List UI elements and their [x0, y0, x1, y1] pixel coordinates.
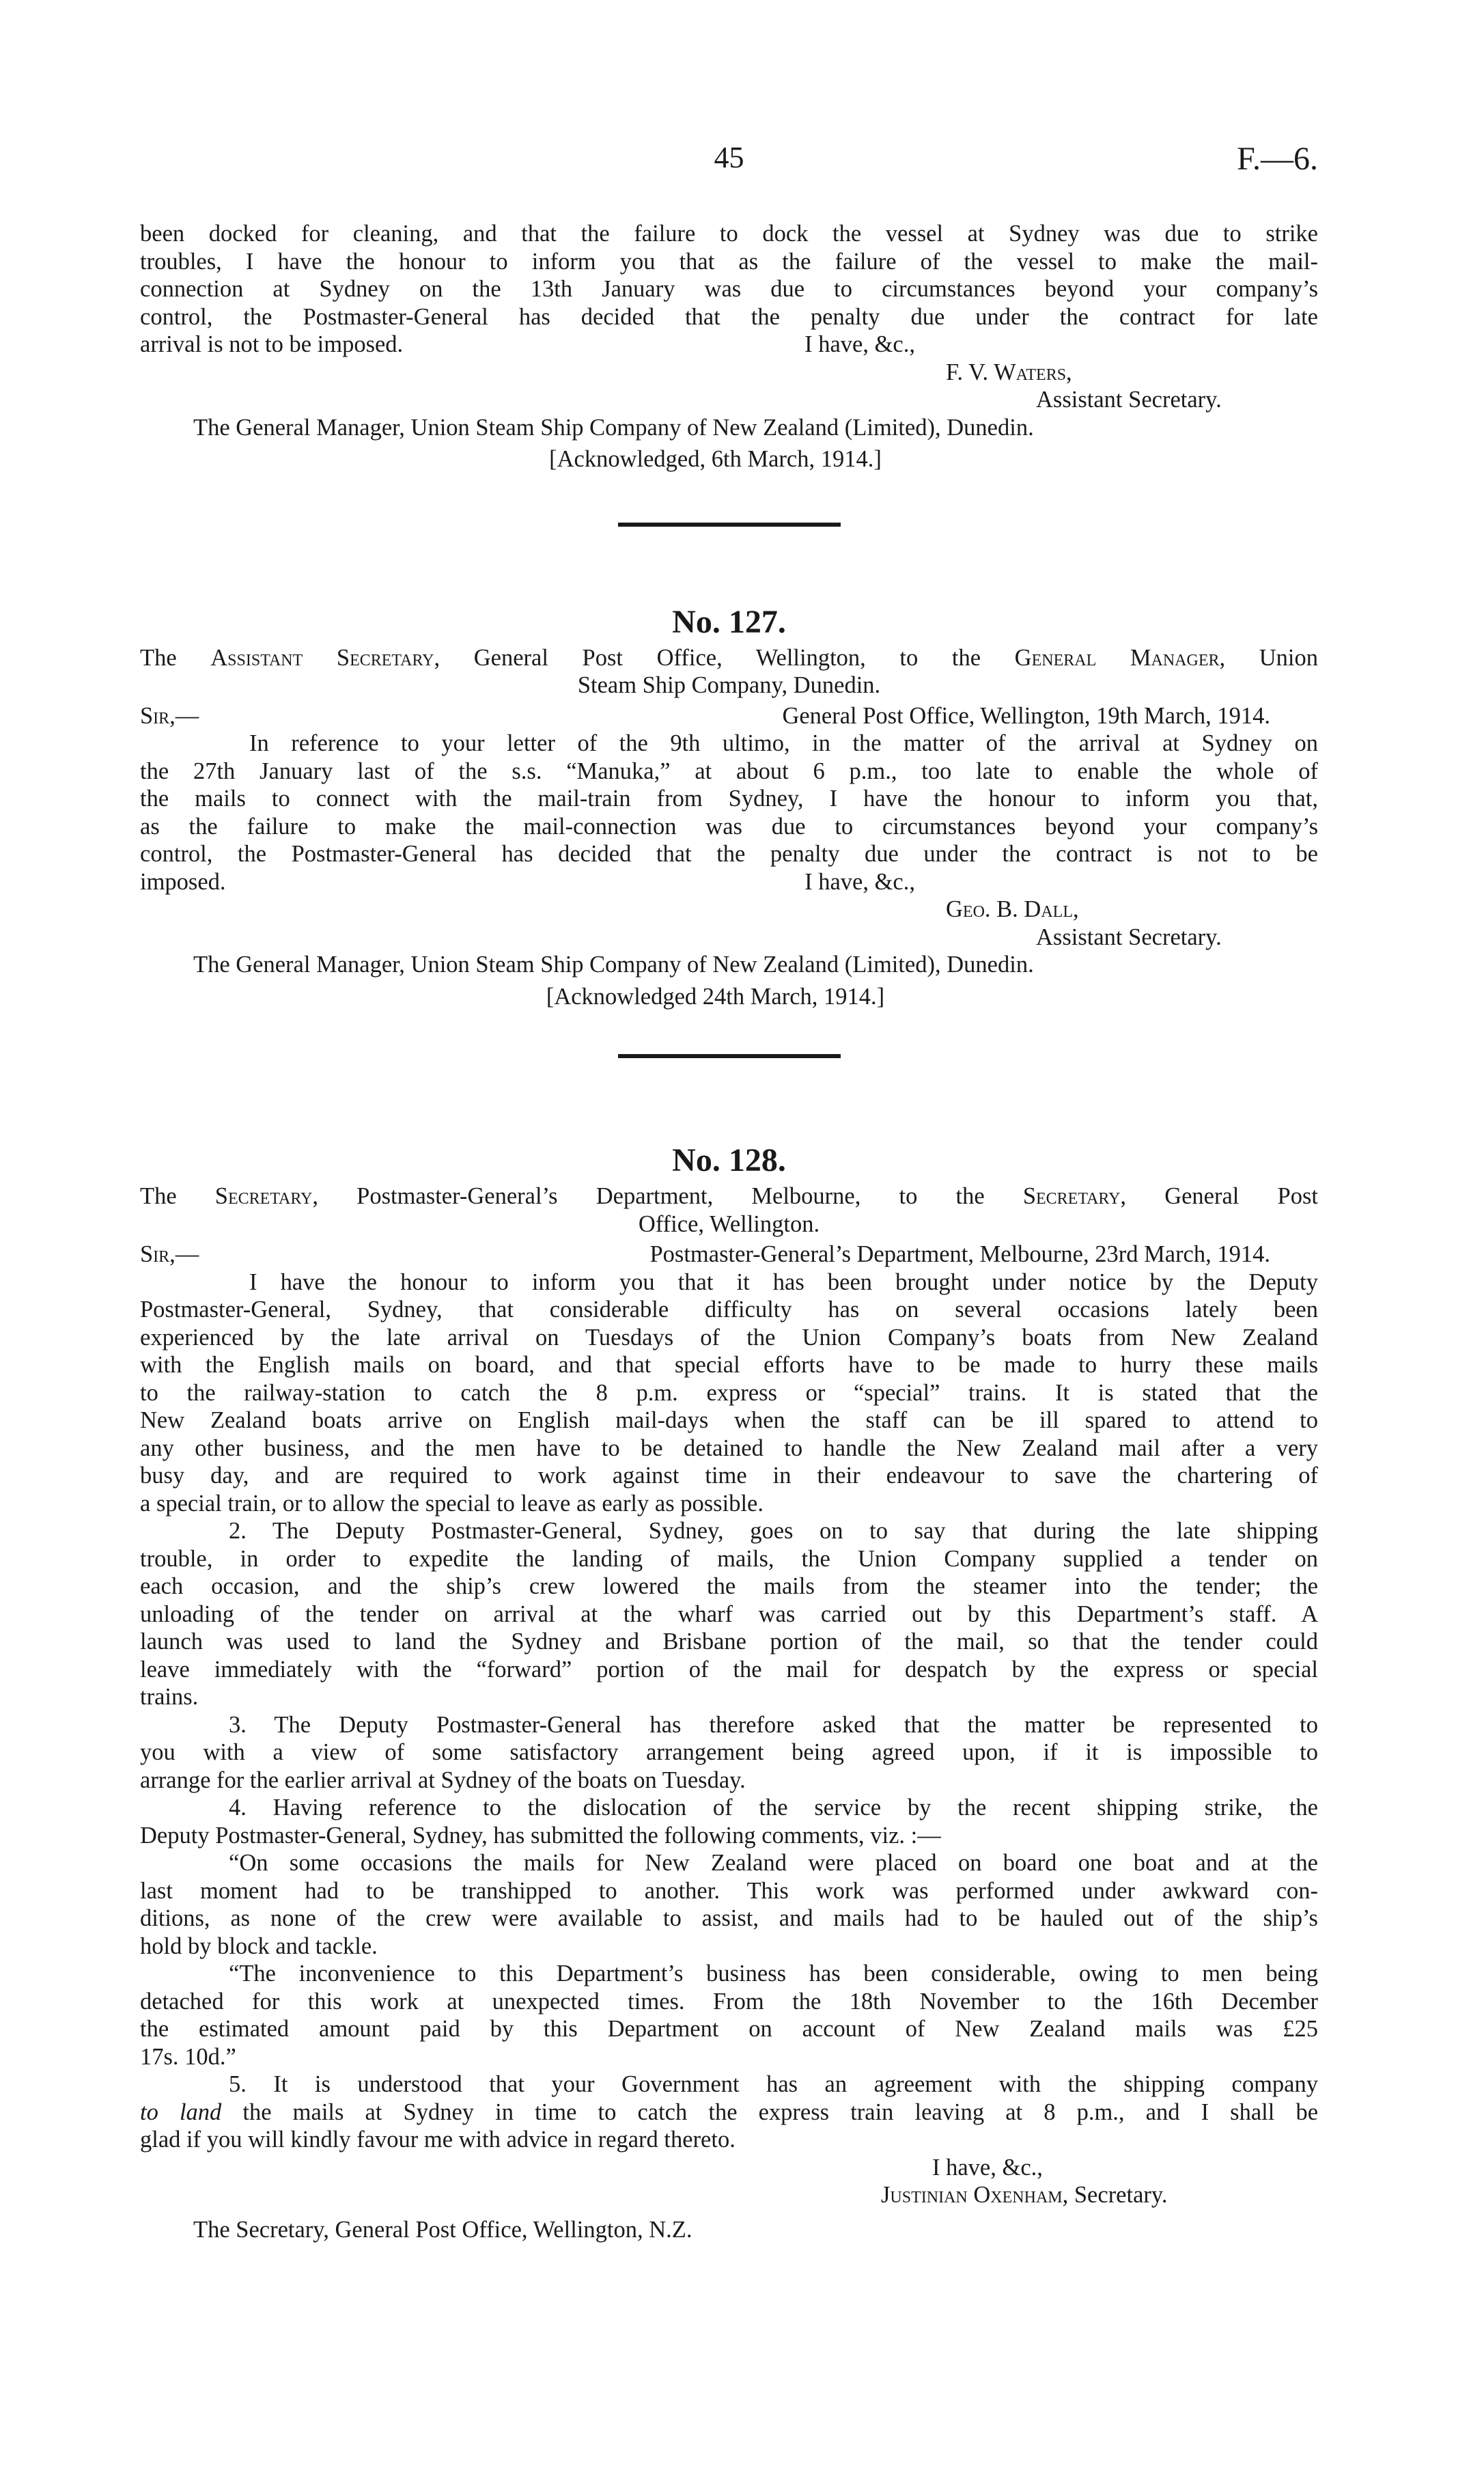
body-line: In reference to your letter of the 9th ultimo, in the matter of the arrival at Sydney on — [249, 730, 1318, 756]
title-text: , General Post — [1120, 1183, 1318, 1209]
signatory-title: Assistant Secretary. — [1036, 924, 1222, 950]
dateline: General Post Office, Wellington, 19th March, 1914. — [782, 702, 1270, 729]
salutation: Sir,— — [140, 1241, 199, 1267]
body-line: control, the Postmaster-General has decided that the penalty due under the contract for late — [140, 303, 1318, 330]
paper-reference: F.—6. — [1237, 141, 1318, 177]
body-line: “The inconvenience to this Department’s business has been considerable, owing to men being — [229, 1961, 1318, 1987]
letter-title-line2: Steam Ship Company, Dunedin. — [577, 672, 881, 698]
signature-line — [140, 2181, 1318, 2209]
body-line: glad if you will kindly favour me with advice in regard thereto. — [140, 2127, 736, 2153]
title-text: , Postmaster-General’s Department, Melbourne, to the — [312, 1183, 1023, 1209]
body-line: the estimated amount paid by this Department on account of New Zealand mails was £25 — [140, 2016, 1318, 2042]
body-line: last moment had to be transhipped to another. This work was performed under awkward con- — [140, 1877, 1318, 1904]
body-line: Deputy Postmaster-General, Sydney, has submitted the following comments, viz. :— — [140, 1822, 941, 1849]
body-line: trains. — [140, 1684, 199, 1710]
body-line: the 27th January last of the s.s. “Manuka,” at about 6 p.m., too late to enable the whole of — [140, 758, 1318, 784]
body-line: as the failure to make the mail-connection was due to circumstances beyond your company’s — [140, 813, 1318, 840]
body-text: the mails at Sydney in time to catch the express train leaving at 8 p.m., and I shall be — [221, 2099, 1319, 2125]
body-line: 5. It is understood that your Government has an agreement with the shipping company — [229, 2071, 1318, 2097]
letter-title-line2: Office, Wellington. — [638, 1210, 820, 1237]
closing-line — [140, 868, 1318, 896]
title-text: Assistant Secretary — [210, 644, 434, 671]
addressee: The General Manager, Union Steam Ship Company of New Zealand (Limited), Dunedin. — [193, 952, 1034, 978]
italic-text: to land — [140, 2099, 222, 2125]
body-line: busy day, and are required to work against time in their endeavour to save the chartering of — [140, 1463, 1318, 1489]
letter-title — [140, 1182, 1318, 1210]
page-number: 45 — [714, 141, 744, 174]
closing: I have, &c., — [932, 2154, 1043, 2181]
body-line: with the English mails on board, and that special efforts have to be made to hurry these mails — [140, 1352, 1318, 1378]
title-text: General Manager — [1014, 644, 1220, 671]
section-divider — [618, 523, 841, 527]
title-text: , Union — [1219, 644, 1319, 671]
closing: I have, &c., — [804, 868, 915, 895]
body-line: detached for this work at unexpected times. From the 18th November to the 16th December — [140, 1988, 1318, 2015]
body-line: control, the Postmaster-General has decided that the penalty due under the contract is not to be — [140, 841, 1318, 867]
section-heading: No. 128. — [672, 1142, 786, 1178]
body-line: unloading of the tender on arrival at the wharf was carried out by this Department’s staff. A — [140, 1601, 1318, 1627]
dateline: Postmaster-General’s Department, Melbourne, 23rd March, 1914. — [649, 1241, 1270, 1267]
body-line: the mails to connect with the mail-train from Sydney, I have the honour to inform you that, — [140, 786, 1318, 812]
body-line: you with a view of some satisfactory arrangement being agreed upon, if it is impossible to — [140, 1739, 1318, 1765]
body-line: experienced by the late arrival on Tuesdays of the Union Company’s boats from New Zealand — [140, 1324, 1318, 1351]
body-line: 3. The Deputy Postmaster-General has therefore asked that the matter be represented to — [229, 1711, 1318, 1738]
addressee: The Secretary, General Post Office, Wellington, N.Z. — [193, 2216, 692, 2243]
letter-title — [140, 644, 1318, 672]
signatory: F. V. Waters, — [946, 359, 1072, 385]
body-line: hold by block and tackle. — [140, 1933, 378, 1959]
body-line: New Zealand boats arrive on English mail-days when the staff can be ill spared to attend to — [140, 1407, 1318, 1433]
body-line: 17s. 10d.” — [140, 2043, 236, 2070]
body-line: launch was used to land the Sydney and Brisbane portion of the mail, so that the tender could — [140, 1629, 1318, 1655]
body-line: any other business, and the men have to be detained to handle the New Zealand mail after a very — [140, 1435, 1318, 1461]
body-line: imposed. — [140, 868, 226, 895]
signatory-title: , Secretary. — [1062, 2182, 1168, 2208]
intro-letter — [140, 220, 1318, 473]
body-line: arrival is not to be imposed. — [140, 331, 404, 357]
section-divider — [618, 1054, 841, 1058]
body-line: troubles, I have the honour to inform you that as the failure of the vessel to make the mail- — [140, 248, 1318, 275]
body-line: “On some occasions the mails for New Zealand were placed on board one boat and at the — [229, 1850, 1318, 1876]
letter-128 — [140, 1141, 1318, 2243]
closing: I have, &c., — [804, 331, 915, 357]
page-header — [140, 140, 1318, 181]
body-line: been docked for cleaning, and that the failure to dock the vessel at Sydney was due to strike — [140, 221, 1318, 247]
body-line: 2. The Deputy Postmaster-General, Sydney, goes on to say that during the late shipping — [229, 1518, 1318, 1544]
letter-127 — [140, 603, 1318, 1011]
body-line: connection at Sydney on the 13th January was due to circumstances beyond your company’s — [140, 276, 1318, 302]
title-text: , General Post Office, Wellington, to the — [434, 644, 1015, 671]
section-heading: No. 127. — [672, 603, 786, 640]
salutation-row — [140, 702, 1318, 730]
signatory-title: Assistant Secretary. — [1036, 387, 1222, 413]
acknowledgement: [Acknowledged, 6th March, 1914.] — [549, 446, 882, 472]
body-line: arrange for the earlier arrival at Sydney of the boats on Tuesday. — [140, 1767, 746, 1793]
body-line: leave immediately with the “forward” portion of the mail for despatch by the express or special — [140, 1656, 1318, 1683]
body-line: each occasion, and the ship’s crew lowered the mails from the steamer into the tender; the — [140, 1573, 1318, 1599]
body-line: Postmaster-General, Sydney, that considerable difficulty has on several occasions lately been — [140, 1297, 1318, 1323]
signatory: Geo. B. Dall, — [946, 896, 1079, 922]
title-text: The — [140, 644, 211, 671]
closing-line — [140, 331, 1318, 359]
body-line: I have the honour to inform you that it has been brought under notice by the Deputy — [249, 1269, 1318, 1295]
signatory: Justinian Oxenham — [881, 2182, 1063, 2208]
acknowledgement: [Acknowledged 24th March, 1914.] — [546, 983, 885, 1010]
salutation: Sir,— — [140, 702, 199, 729]
body-line: ditions, as none of the crew were available to assist, and mails had to be hauled out of the ship’s — [140, 1905, 1318, 1931]
body-line — [140, 2099, 1318, 2127]
body-line: trouble, in order to expedite the landing of mails, the Union Company supplied a tender on — [140, 1545, 1318, 1572]
title-text: Secretary — [1022, 1183, 1121, 1209]
body-line: 4. Having reference to the dislocation of the service by the recent shipping strike, the — [229, 1795, 1318, 1821]
document-body — [140, 220, 1318, 2243]
salutation-row — [140, 1241, 1318, 1269]
body-line: a special train, or to allow the special to leave as early as possible. — [140, 1490, 764, 1517]
body-line: to the railway-station to catch the 8 p.m. express or “special” trains. It is stated that the — [140, 1379, 1318, 1406]
title-text: Secretary — [214, 1183, 313, 1209]
title-text: The — [140, 1183, 215, 1209]
addressee: The General Manager, Union Steam Ship Company of New Zealand (Limited), Dunedin. — [193, 414, 1034, 441]
